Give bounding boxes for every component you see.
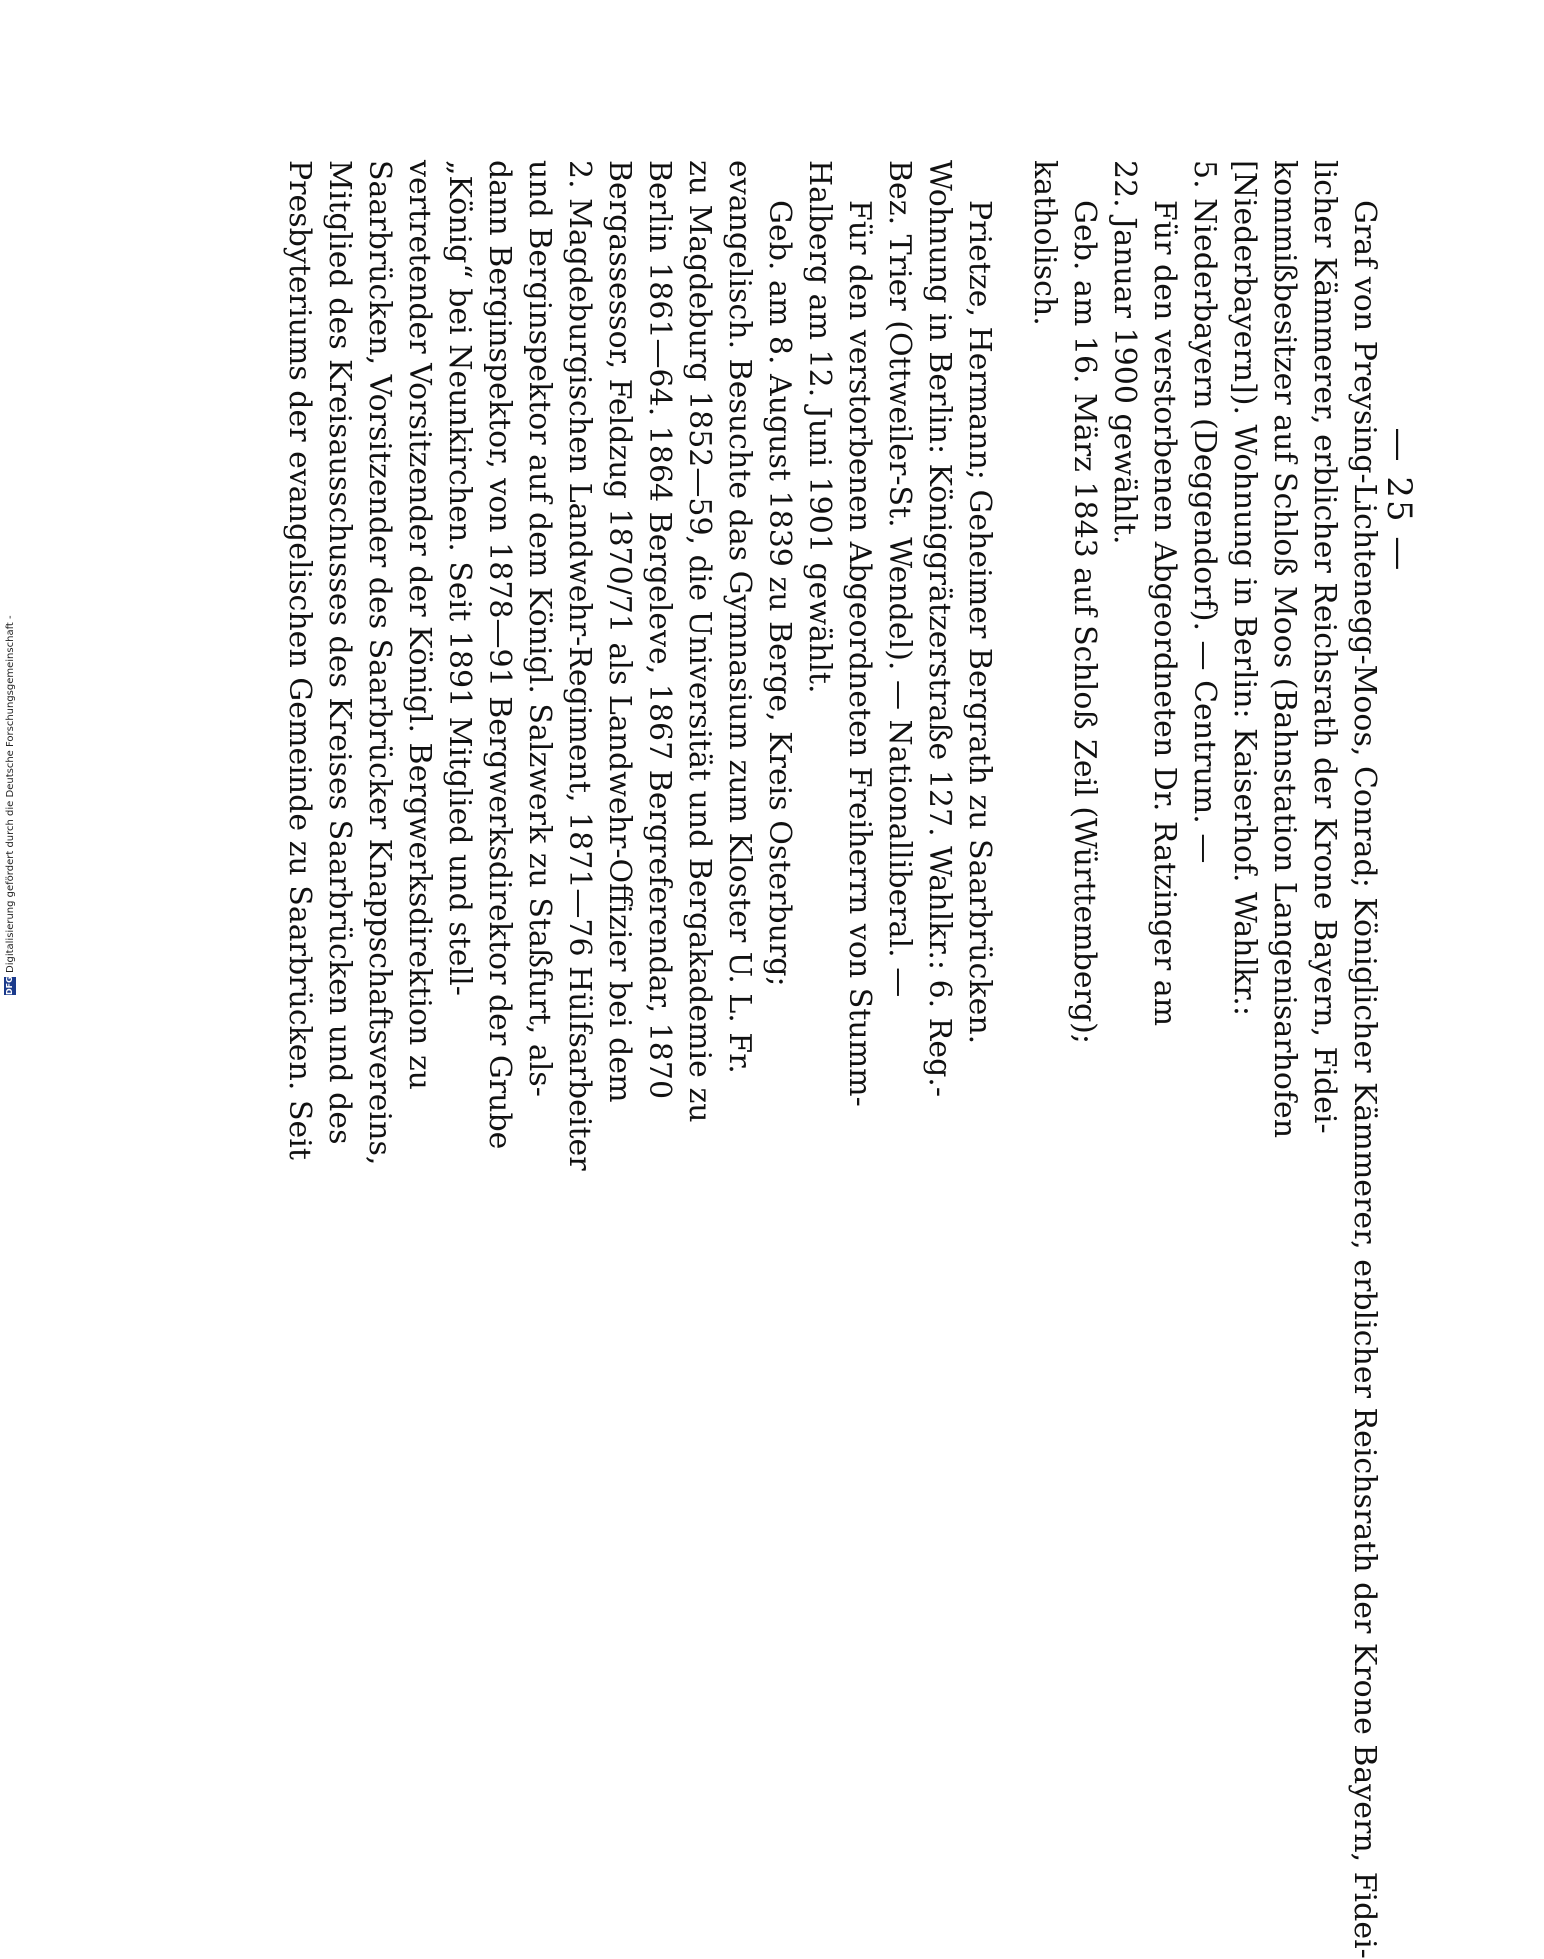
text-line: „König“ bei Neunkirchen. Seit 1891 Mitglied und stell- [442, 160, 477, 996]
text-line: katholisch. [1027, 160, 1062, 326]
text-line: Halberg am 12. Juni 1901 gewählt. [802, 160, 837, 694]
text-line: 5. Niederbayern (Deggendorf). — Centrum. — [1187, 160, 1222, 864]
text-line: Presbyteriums der evangelischen Gemeinde zu Saarbrücken. Seit [282, 160, 317, 1160]
text-line: licher Kämmerer, erblicher Reichsrath der Krone Bayern, Fidei- [1307, 160, 1342, 1134]
text-line: Berlin 1861—64. 1864 Bergeleve, 1867 Bergreferendar, 1870 [642, 160, 677, 1100]
text-line: evangelisch. Besuchte das Gymnasium zum Kloster U. L. Fr. [722, 160, 757, 1074]
text-line: [Niederbayern]). Wohnung in Berlin: Kaiserhof. Wahlkr.: [1227, 160, 1262, 1016]
funding-note-text: Digitalisierung gefördert durch die Deutsche Forschungsgemeinschaft - [4, 615, 16, 973]
text-line: Prietze, Hermann; Geheimer Bergrath zu Saarbrücken. [962, 200, 997, 1045]
text-line: Wohnung in Berlin: Königgrätzerstraße 127. Wahlkr.: 6. Reg.- [922, 160, 957, 1097]
text-line: zu Magdeburg 1852—59, die Universität und Bergakademie zu [682, 160, 717, 1123]
text-line: und Berginspektor auf dem Königl. Salzwerk zu Staßfurt, als- [522, 160, 557, 1097]
text-line: Für den verstorbenen Abgeordneten Freiherrn von Stumm- [842, 200, 877, 1107]
funding-note [0, 615, 20, 995]
text-line: kommißbesitzer auf Schloß Moos (Bahnstation Langenisarhofen [1267, 160, 1302, 1139]
text-line: Graf von Preysing-Lichtenegg-Moos, Conrad; Königlicher Kämmerer, erblicher Reichsrath der Krone Bayern, Fidei- [1347, 200, 1382, 1959]
text-line: 22. Januar 1900 gewählt. [1107, 160, 1142, 545]
text-line: Bergassessor, Feldzug 1870/71 als Landwehr-Offizier bei dem [602, 160, 637, 1103]
text-line: Geb. am 8. August 1839 zu Berge, Kreis Osterburg; [762, 200, 797, 987]
text-line: Für den verstorbenen Abgeordneten Dr. Ratzinger am [1147, 200, 1182, 1027]
text-line: 2. Magdeburgischen Landwehr-Regiment, 1871—76 Hülfsarbeiter [562, 160, 597, 1171]
text-line: vertretender Vorsitzender der Königl. Bergwerksdirektion zu [402, 160, 437, 1090]
text-line: Geb. am 16. März 1843 auf Schloß Zeil (Württemberg); [1067, 200, 1102, 1044]
text-line: Saarbrücken, Vorsitzender des Saarbrücker Knappschaftsvereins, [362, 160, 397, 1166]
dfg-logo: DFG [5, 976, 14, 995]
text-line: dann Berginspektor, von 1878—91 Bergwerksdirektor der Grube [482, 160, 517, 1150]
page-number: — 25 — [1379, 427, 1419, 573]
text-line: Bez. Trier (Ottweiler-St. Wendel). — Nationalliberal. — [882, 160, 917, 998]
text-line: Mitglied des Kreisausschusses des Kreises Saarbrücken und des [322, 160, 357, 1145]
